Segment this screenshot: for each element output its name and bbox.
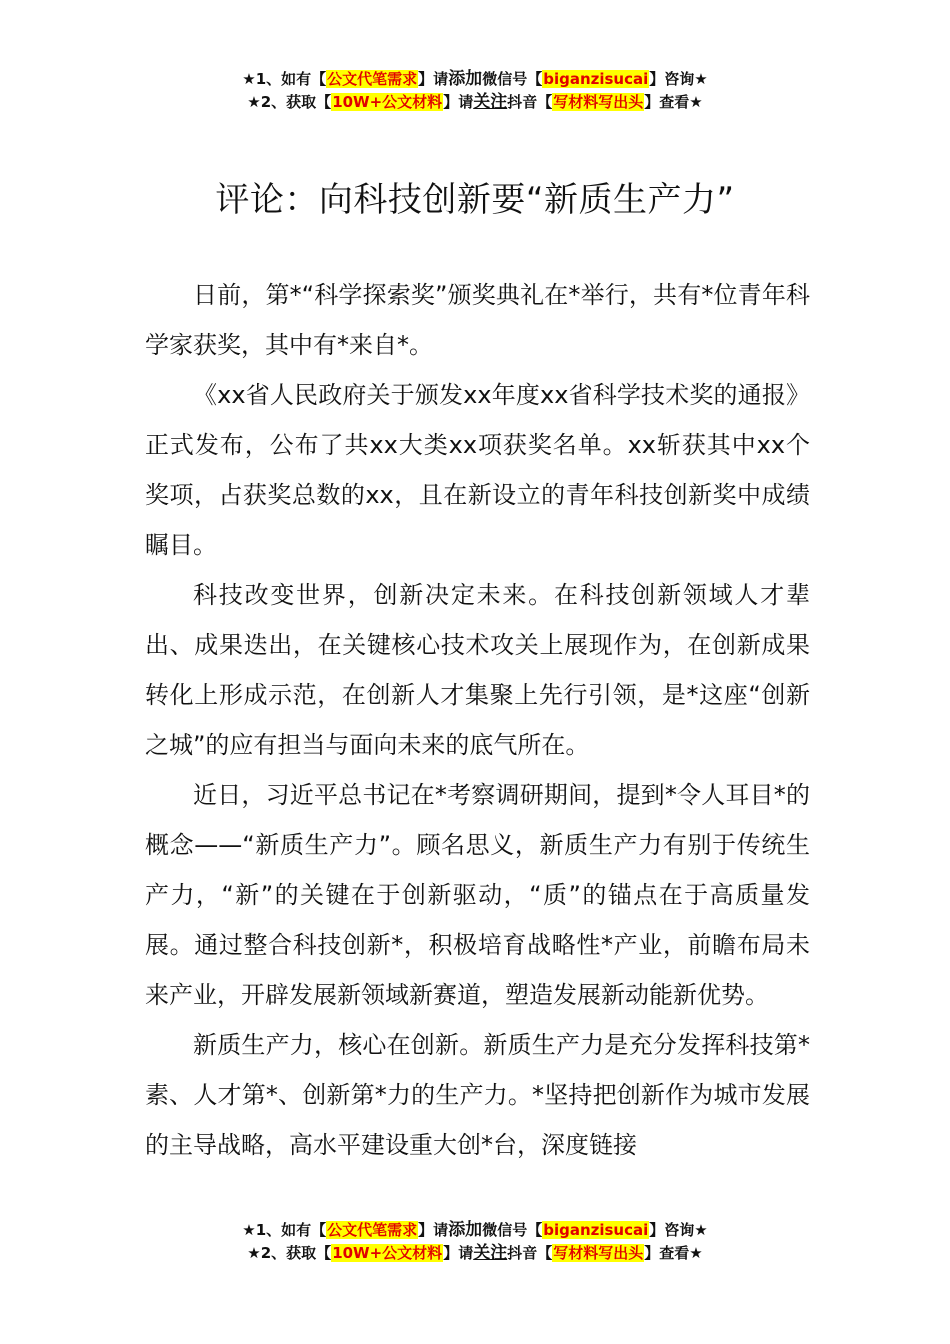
banner-text: 微信号【 xyxy=(482,1221,543,1239)
banner-text: ★2、获取【 xyxy=(247,1244,332,1262)
header-banner xyxy=(0,68,950,114)
banner-line-1 xyxy=(0,1219,950,1242)
banner-text: 】请 xyxy=(418,1221,449,1239)
emphasis-text: 关注 xyxy=(473,92,508,112)
paragraph: 近日，习近平总书记在*考察调研期间，提到*令人耳目*的概念——“新质生产力”。顾名思义，新质生产力有别于传统生产力，“新”的关键在于创新驱动，“质”的锚点在于高质量发展。通过整合科技创新*，积极培育战略性*产业，前瞻布局未来产业，开辟发展新领域新赛道，塑造发展新动能新优势。 xyxy=(145,781,810,1009)
paragraph: 新质生产力，核心在创新。新质生产力是充分发挥科技第*素、人才第*、创新第*力的生产力。*坚持把创新作为城市发展的主导战略，高水平建设重大创*台，深度链接 xyxy=(145,1031,810,1159)
footer-banner xyxy=(0,1219,950,1265)
banner-line-2 xyxy=(0,91,950,114)
highlight-text: 10W+公文材料 xyxy=(332,93,443,111)
emphasis-text: 添加 xyxy=(448,1220,483,1240)
banner-line-1 xyxy=(0,68,950,91)
banner-text: 】请 xyxy=(418,70,449,88)
douyin-id: 写材料写出头 xyxy=(553,1244,644,1262)
paragraph: 日前，第*“科学探索奖”颁奖典礼在*举行，共有*位青年科学家获奖，其中有*来自*。 xyxy=(145,281,810,359)
wechat-id: biganzisucai xyxy=(543,70,649,88)
banner-text: 】请 xyxy=(443,1244,474,1262)
document-title: 评论：向科技创新要“新质生产力” xyxy=(215,180,735,220)
banner-text: 】查看★ xyxy=(644,93,703,111)
document-body xyxy=(145,270,810,1170)
banner-text: 】查看★ xyxy=(644,1244,703,1262)
highlight-text: 公文代笔需求 xyxy=(327,1221,418,1239)
banner-text: ★2、获取【 xyxy=(247,93,332,111)
banner-text: 】咨询★ xyxy=(649,1221,708,1239)
banner-text: 抖音【 xyxy=(507,1244,553,1262)
wechat-id: biganzisucai xyxy=(543,1221,649,1239)
paragraph: 科技改变世界，创新决定未来。在科技创新领域人才辈出、成果迭出，在关键核心技术攻关上展现作为，在创新成果转化上形成示范，在创新人才集聚上先行引领，是*这座“创新之城”的应有担当与面向未来的底气所在。 xyxy=(145,581,810,759)
highlight-text: 10W+公文材料 xyxy=(332,1244,443,1262)
highlight-text: 公文代笔需求 xyxy=(327,70,418,88)
emphasis-text: 添加 xyxy=(448,69,483,89)
paragraph: 《xx省人民政府关于颁发xx年度xx省科学技术奖的通报》正式发布，公布了共xx大类xx项获奖名单。xx斩获其中xx个奖项，占获奖总数的xx，且在新设立的青年科技创新奖中成绩瞩目。 xyxy=(145,381,810,559)
banner-text: ★1、如有【 xyxy=(242,70,327,88)
douyin-id: 写材料写出头 xyxy=(553,93,644,111)
emphasis-text: 关注 xyxy=(473,1243,508,1263)
banner-text: 】请 xyxy=(443,93,474,111)
banner-line-2 xyxy=(0,1242,950,1265)
banner-text: 微信号【 xyxy=(482,70,543,88)
banner-text: ★1、如有【 xyxy=(242,1221,327,1239)
banner-text: 】咨询★ xyxy=(649,70,708,88)
banner-text: 抖音【 xyxy=(507,93,553,111)
